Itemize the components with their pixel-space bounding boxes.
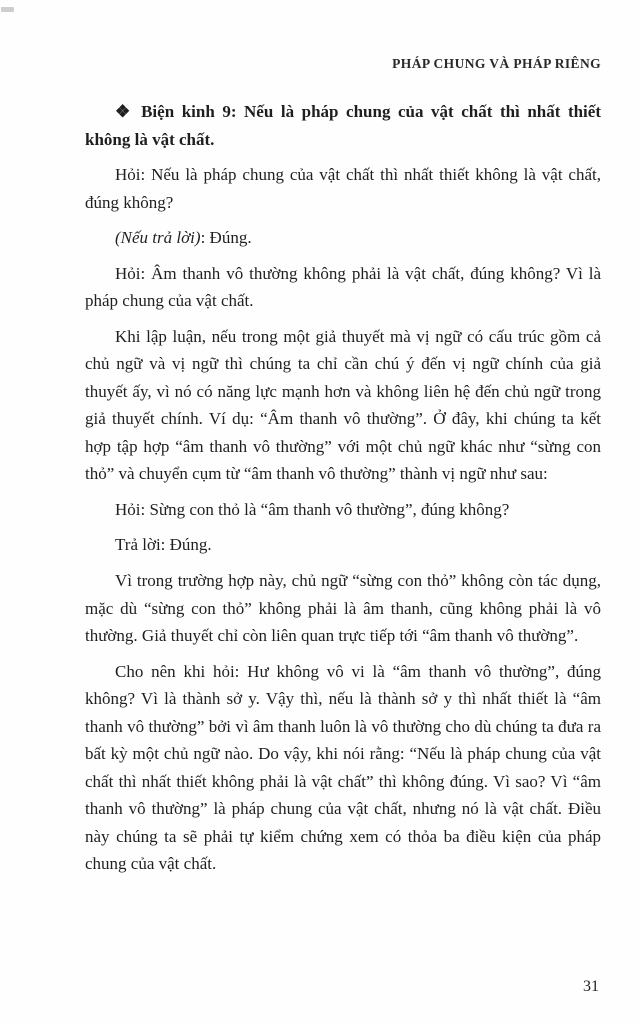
text-run: : Đúng. — [200, 228, 252, 248]
text-run: Trả lời: Đúng. — [115, 535, 212, 555]
text-run: Hỏi: Sừng con thỏ là “âm thanh vô thường”, đúng không? — [115, 499, 510, 519]
scan-artifact-mark — [1, 7, 14, 12]
paragraph — [85, 260, 601, 315]
paragraph — [85, 658, 601, 878]
paragraph — [85, 323, 601, 488]
paragraph — [85, 224, 601, 252]
paragraph — [85, 98, 601, 153]
text-run: ❖ Biện kinh 9: Nếu là pháp chung của vật chất thì nhất thiết không là vật chất. — [85, 102, 601, 149]
text-run: Hỏi: Nếu là pháp chung của vật chất thì nhất thiết không là vật chất, đúng không? — [85, 165, 601, 212]
page-number: 31 — [583, 978, 599, 995]
running-header — [85, 56, 601, 72]
text-run: Cho nên khi hỏi: Hư không vô vi là “âm thanh vô thường”, đúng không? Vì là thành sở y. Vậy thì, nếu là thành sở y thì nhất thiết là “âm thanh vô thường” bởi vì âm thanh luôn là vô thường cho dù chúng ta đưa ra bất kỳ một chủ ngữ nào. Do vậy, khi nói rằng: “Nếu là pháp chung của vật chất thì nhất thiết không phải là vật chất” thì không đúng. Vì sao? Vì “âm thanh vô thường” là pháp chung của vật chất, nhưng nó là vật chất. Điều này chúng ta sẽ phải tự kiểm chứng xem có thỏa ba điều kiện của pháp chung của vật chất. — [85, 661, 601, 874]
page-footer — [583, 978, 599, 996]
text-run: (Nếu trả lời) — [115, 228, 201, 248]
page-body — [85, 98, 601, 878]
paragraph — [85, 567, 601, 650]
paragraph — [85, 496, 601, 524]
text-run: Khi lập luận, nếu trong một giả thuyết mà vị ngữ có cấu trúc gồm cả chủ ngữ và vị ngữ thì chúng ta chỉ cần chú ý đến vị ngữ chính của giả thuyết ấy, vì nó có năng lực mạnh hơn và không liên hệ đến chủ ngữ trong giả thuyết chính. Ví dụ: “Âm thanh vô thường”. Ở đây, khi chúng ta kết hợp tập hợp “âm thanh vô thường” với một chủ ngữ khác như “sừng con thỏ” và chuyển cụm từ “âm thanh vô thường” thành vị ngữ như sau: — [85, 326, 601, 484]
running-title: PHÁP CHUNG VÀ PHÁP RIÊNG — [392, 56, 601, 71]
paragraph — [85, 531, 601, 559]
paragraph — [85, 161, 601, 216]
text-run: Vì trong trường hợp này, chủ ngữ “sừng con thỏ” không còn tác dụng, mặc dù “sừng con thỏ” không phải là âm thanh, cũng không phải là vô thường. Giả thuyết chỉ còn liên quan trực tiếp tới “âm thanh vô thường”. — [85, 570, 601, 646]
text-run: Hỏi: Âm thanh vô thường không phải là vật chất, đúng không? Vì là pháp chung của vật chất. — [85, 263, 601, 311]
